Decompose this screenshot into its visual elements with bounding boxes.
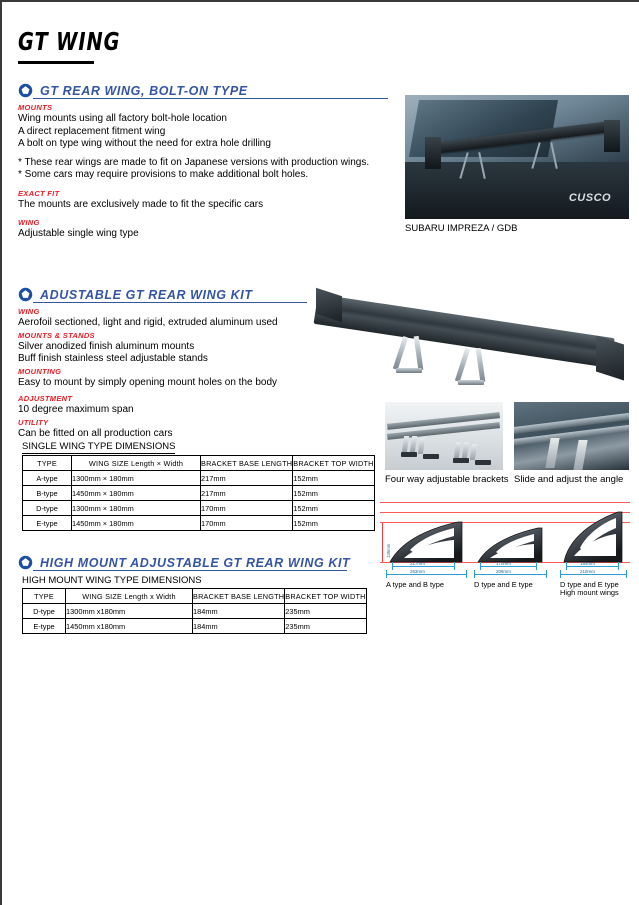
copy-line: Easy to mount by simply opening mount holes on the body xyxy=(18,376,278,388)
table-row xyxy=(23,516,375,531)
wing-endplate-right xyxy=(604,120,620,152)
bolt-on-copy xyxy=(18,102,369,241)
group-label-mounts: MOUNTS xyxy=(18,103,53,112)
group-label-adjustment: ADJUSTMENT xyxy=(18,394,73,403)
group-label-exact-fit: EXACT FIT xyxy=(18,188,60,198)
col-wing-size: WING SIZE Length × Width xyxy=(72,456,201,471)
dim-tick xyxy=(566,562,567,570)
group-label-wing: WING xyxy=(18,307,40,316)
dim-tick xyxy=(626,570,627,578)
dim-top-width-hm: 184mm xyxy=(580,561,595,566)
copy-note: * These rear wings are made to fit on Japanese versions with production wings. xyxy=(18,156,370,168)
section-title: GT REAR WING, BOLT-ON TYPE xyxy=(40,83,248,98)
dim-top-width-ab: 217mm xyxy=(410,561,425,566)
copy-line: Can be fitted on all production cars xyxy=(18,427,173,439)
masthead xyxy=(18,27,129,64)
col-bracket-base-length: BRACKET BASE LENGTH xyxy=(201,456,293,471)
col-type: TYPE xyxy=(23,589,66,604)
dim-line-base-de xyxy=(474,574,546,575)
dim-tick xyxy=(466,570,467,578)
cell-wing-size: 1450mm × 180mm xyxy=(72,486,201,501)
page-title: GT WING xyxy=(18,27,121,56)
cell-top-width: 235mm xyxy=(285,619,366,634)
copy-line: Wing mounts using all factory bolt-hole location xyxy=(18,113,227,124)
section-title: ADUSTABLE GT REAR WING KIT xyxy=(40,287,253,302)
cell-top-width: 152mm xyxy=(293,471,374,486)
bracket-clip xyxy=(418,438,425,454)
col-bracket-top-width: BRACKET TOP WIDTH xyxy=(285,589,366,604)
copy-line: A direct replacement fitment wing xyxy=(18,125,166,137)
wing-foot-left xyxy=(396,368,422,373)
height-reference-axis xyxy=(382,522,383,562)
section-heading-high-mount xyxy=(18,555,350,570)
cell-top-width: 152mm xyxy=(293,516,374,531)
section-underline xyxy=(33,98,388,99)
copy-line: A bolt on type wing without the need for extra hole drilling xyxy=(18,138,271,149)
bracket-clip xyxy=(402,436,409,452)
diamond-bullet-icon xyxy=(18,83,33,98)
cell-top-width: 152mm xyxy=(293,486,374,501)
adjustable-stand xyxy=(545,438,559,468)
adjustable-stand xyxy=(573,440,587,470)
table-row xyxy=(23,471,375,486)
bracket-clip xyxy=(454,442,461,458)
photo-caption-brackets: Four way adjustable brackets xyxy=(385,474,509,485)
copy-line: Silver anodized finish aluminum mounts xyxy=(18,340,195,352)
cell-type: B-type xyxy=(23,486,72,501)
group-label-mounts-stands: MOUNTS & STANDS xyxy=(18,330,95,340)
dim-tick xyxy=(474,570,475,578)
cell-wing-size: 1450mm × 180mm xyxy=(72,516,201,531)
cell-wing-size: 1450mm x180mm xyxy=(66,619,193,634)
cell-base-length: 170mm xyxy=(201,516,293,531)
dim-line-base-ab xyxy=(386,574,466,575)
bracket-profile-a-b xyxy=(388,520,466,564)
cell-base-length: 217mm xyxy=(201,471,293,486)
table-header-row xyxy=(23,589,367,604)
photo-four-way-brackets xyxy=(385,402,503,470)
copy-line: Aerofoil sectioned, light and rigid, extruded aluminum used xyxy=(18,317,278,328)
dim-tick xyxy=(386,570,387,578)
section-underline xyxy=(33,570,347,571)
diamond-bullet-icon xyxy=(18,555,33,570)
copy-line: Buff finish stainless steel adjustable stands xyxy=(18,353,208,364)
col-type: TYPE xyxy=(23,456,72,471)
wing-stand-right-b xyxy=(476,348,486,382)
col-bracket-top-width: BRACKET TOP WIDTH xyxy=(293,456,374,471)
photo-caption-slide-angle: Slide and adjust the angle xyxy=(514,474,624,485)
bracket-profile-high-mount xyxy=(560,510,626,564)
reference-line-top xyxy=(380,502,630,503)
copy-note: * Some cars may require provisions to make additional bolt holes. xyxy=(18,169,309,180)
masthead-rule xyxy=(18,61,94,64)
single-wing-dimensions-table xyxy=(22,455,375,531)
cell-base-length: 184mm xyxy=(193,619,285,634)
photo-slide-adjust-angle xyxy=(514,402,629,470)
wing-stand-left-a xyxy=(393,336,408,370)
adjustable-kit-copy xyxy=(18,306,278,440)
single-wing-table-title: SINGLE WING TYPE DIMENSIONS xyxy=(22,441,176,452)
cell-base-length: 170mm xyxy=(201,501,293,516)
bracket-clip xyxy=(470,444,477,460)
table-row xyxy=(23,501,375,516)
bracket-label-hm-line1: D type and E type xyxy=(560,580,619,589)
photo-caption-subaru: SUBARU IMPREZA / GDB xyxy=(405,223,518,234)
copy-line: 10 degree maximum span xyxy=(18,404,134,415)
car-body xyxy=(405,162,629,219)
wing-stand-right-a xyxy=(455,348,470,382)
dim-tick xyxy=(480,562,481,570)
dim-tick xyxy=(454,562,455,570)
cell-type: A-type xyxy=(23,471,72,486)
table-row xyxy=(23,604,367,619)
group-label-wing: WING xyxy=(18,218,40,227)
cell-top-width: 235mm xyxy=(285,604,366,619)
cell-top-width: 152mm xyxy=(293,501,374,516)
wing-endplate-right xyxy=(596,335,624,380)
section-underline xyxy=(33,302,307,303)
photo-subaru-impreza xyxy=(405,95,629,219)
dim-tick xyxy=(618,562,619,570)
table-row xyxy=(23,486,375,501)
col-wing-size: WING SIZE Length x Width xyxy=(66,589,193,604)
dim-line-top-width-de xyxy=(480,566,536,567)
cell-base-length: 184mm xyxy=(193,604,285,619)
col-bracket-base-length: BRACKET BASE LENGTH xyxy=(193,589,285,604)
wing-stand-left-b xyxy=(414,336,424,370)
dim-tick xyxy=(560,570,561,578)
cell-type: E-type xyxy=(23,516,72,531)
high-mount-dimensions-table xyxy=(22,588,367,634)
dim-height-ab: 135mm xyxy=(386,543,391,558)
bracket-profile-d-e xyxy=(476,526,546,564)
dim-line-top-width-ab xyxy=(392,566,454,567)
dim-base-length-de: 206mm xyxy=(496,569,511,574)
bracket-plate xyxy=(475,460,491,465)
section-title: HIGH MOUNT ADJUSTABLE GT REAR WING KIT xyxy=(40,555,351,570)
dim-line-base-hm xyxy=(560,574,626,575)
bracket-plate xyxy=(423,454,439,459)
dim-top-width-de: 170mm xyxy=(496,561,511,566)
table-header-row xyxy=(23,456,375,471)
dim-line-top-width-hm xyxy=(566,566,618,567)
bracket-clip xyxy=(462,442,469,458)
dim-tick xyxy=(536,562,537,570)
bracket-dimension-diagram xyxy=(380,500,630,597)
dim-tick xyxy=(392,562,393,570)
copy-line: Adjustable single wing type xyxy=(18,228,139,239)
wing-foot-right xyxy=(458,380,484,385)
wing-endplate-left xyxy=(425,137,441,169)
table-row xyxy=(23,619,367,634)
bracket-label-ab: A type and B type xyxy=(386,580,444,589)
cell-wing-size: 1300mm × 180mm xyxy=(72,471,201,486)
section-heading-bolt-on xyxy=(18,83,248,98)
cell-type: D-type xyxy=(23,501,72,516)
brand-decal: CUSCO xyxy=(568,192,612,205)
section-heading-adjustable-kit xyxy=(18,287,253,302)
high-mount-table-title: HIGH MOUNT WING TYPE DIMENSIONS xyxy=(22,575,202,586)
cell-type: D-type xyxy=(23,604,66,619)
bracket-label-de: D type and E type xyxy=(474,580,533,589)
cell-wing-size: 1300mm x180mm xyxy=(66,604,193,619)
dim-base-length-hm: 210mm xyxy=(580,569,595,574)
copy-line: The mounts are exclusively made to fit the specific cars xyxy=(18,198,264,210)
group-label-utility: UTILITY xyxy=(18,417,49,427)
cell-type: E-type xyxy=(23,619,66,634)
photo-gt-wing-kit xyxy=(312,290,626,400)
bracket-plate xyxy=(401,452,417,457)
diamond-bullet-icon xyxy=(18,287,33,302)
dim-base-length-ab: 263mm xyxy=(410,569,425,574)
dim-tick xyxy=(546,570,547,578)
bracket-plate xyxy=(453,458,469,463)
cell-base-length: 217mm xyxy=(201,486,293,501)
cell-wing-size: 1300mm × 180mm xyxy=(72,501,201,516)
bracket-label-hm-line2: High mount wings xyxy=(560,588,619,597)
group-label-mounting: MOUNTING xyxy=(18,366,62,376)
bracket-clip xyxy=(410,436,417,452)
